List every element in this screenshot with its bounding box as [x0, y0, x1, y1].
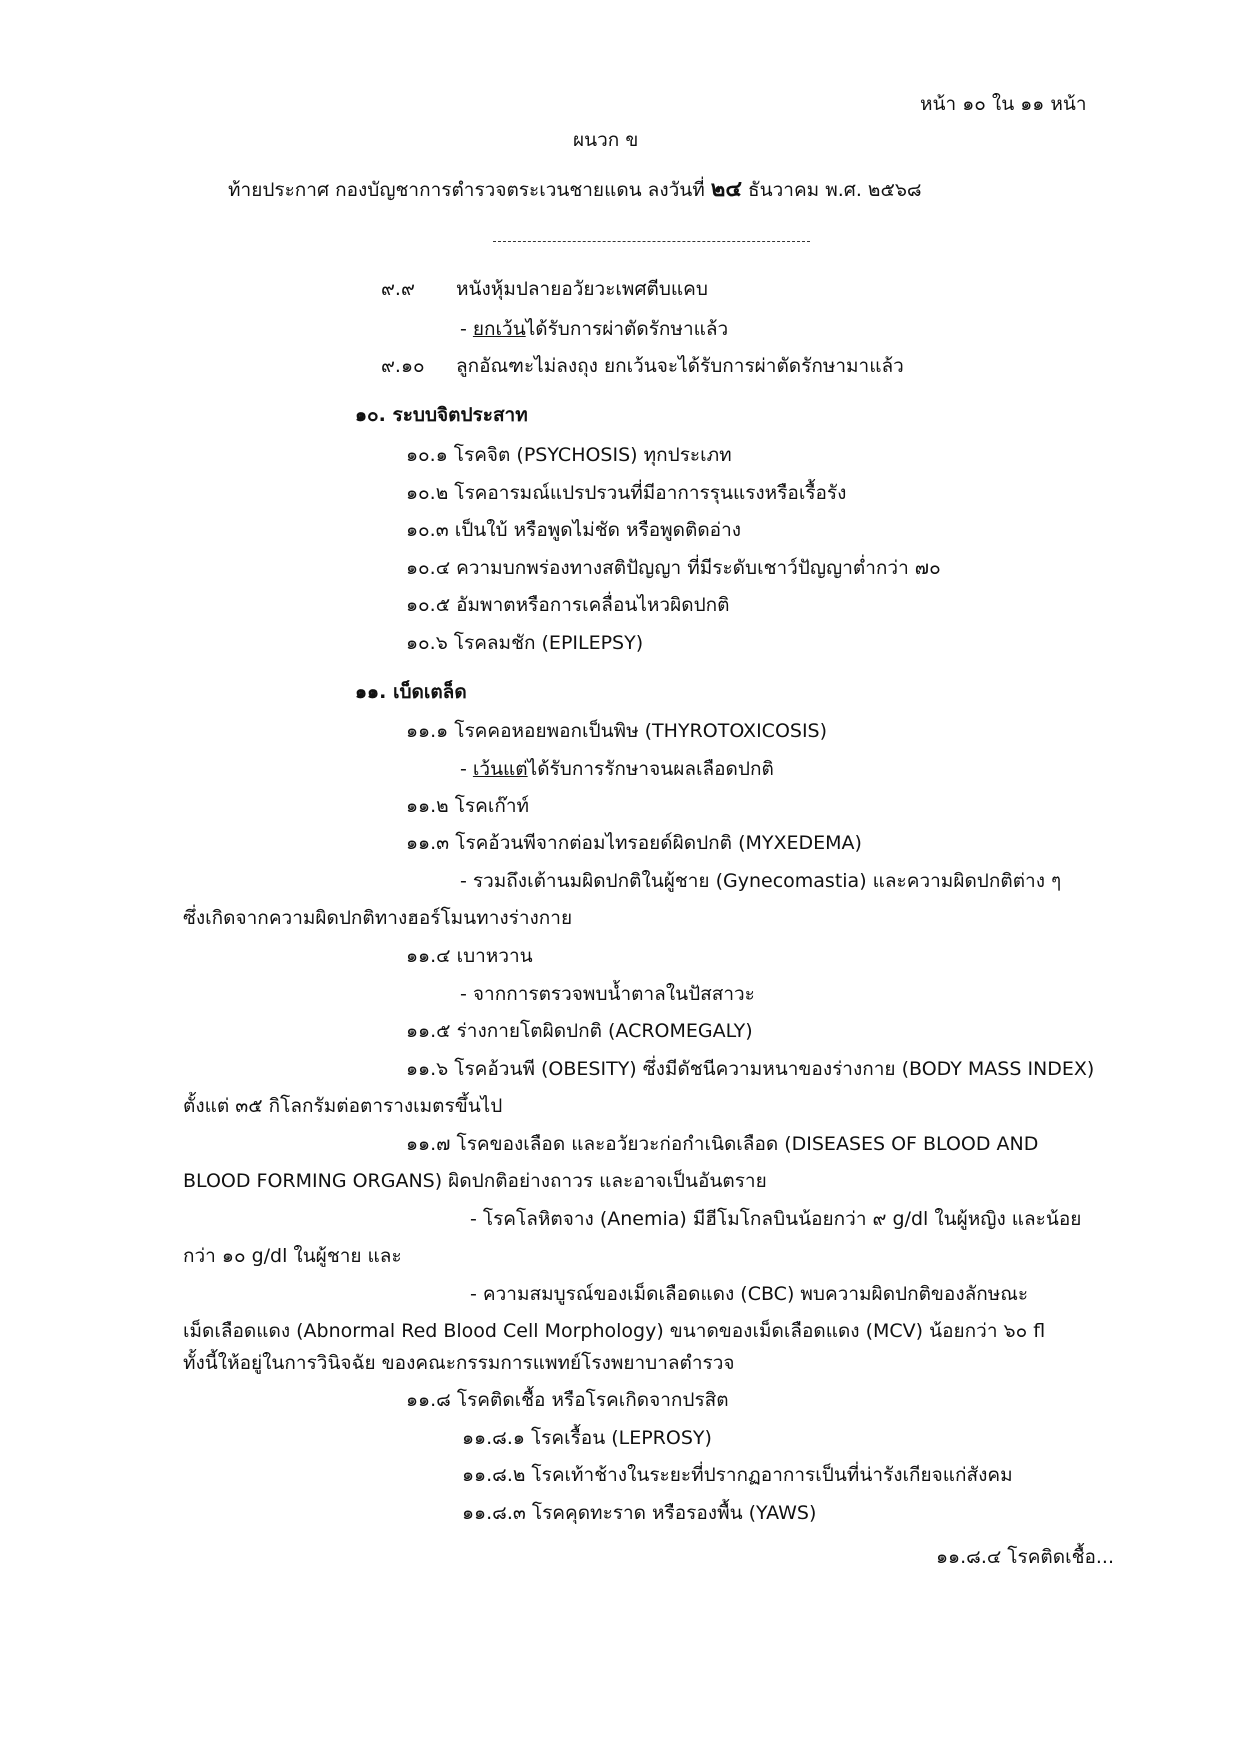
item-11-8-2: ๑๑.๘.๒ โรคเท้าช้างในระยะที่ปรากฏอาการเป็นที่น่ารังเกียจแก่สังคม — [462, 1464, 1013, 1486]
item-11-3-note: - รวมถึงเต้านมผิดปกติในผู้ชาย (Gynecomastia) และความผิดปกติต่าง ๆ — [460, 870, 1062, 892]
exception-text: ได้รับการผ่าตัดรักษาแล้ว — [525, 318, 729, 340]
item-11-8-1: ๑๑.๘.๑ โรคเรื้อน (LEPROSY) — [462, 1427, 712, 1449]
item-10-3: ๑๐.๓ เป็นใบ้ หรือพูดไม่ชัด หรือพูดติดอ่าง — [406, 519, 742, 541]
exception-keyword: ยกเว้น — [472, 318, 526, 340]
page-number: หน้า ๑๐ ใน ๑๑ หน้า — [920, 93, 1087, 115]
dash: - — [460, 758, 473, 780]
item-9-10-number: ๙.๑๐ — [381, 355, 425, 377]
item-11-1: ๑๑.๑ โรคคอหอยพอกเป็นพิษ (THYROTOXICOSIS) — [406, 720, 828, 742]
section-11-heading: ๑๑. เบ็ดเตล็ด — [355, 681, 467, 703]
item-10-2: ๑๐.๒ โรคอารมณ์แปรปรวนที่มีอาการรุนแรงหรือเรื้อรัง — [406, 482, 847, 504]
header-divider — [493, 241, 810, 242]
signed-day: ๒๔ — [710, 177, 742, 202]
announcement-suffix: ธันวาคม พ.ศ. ๒๕๖๘ — [741, 179, 922, 201]
item-11-7-cont: BLOOD FORMING ORGANS) ผิดปกติอย่างถาวร และอาจเป็นอันตราย — [183, 1170, 767, 1192]
item-11-7-cbc-cont: เม็ดเลือดแดง (Abnormal Red Blood Cell Morphology) ขนาดของเม็ดเลือดแดง (MCV) น้อยกว่า ๖๐ fl — [183, 1320, 1046, 1342]
exception-text: ได้รับการรักษาจนผลเลือดปกติ — [527, 758, 774, 780]
dash: - — [460, 318, 473, 340]
item-9-9-exception — [460, 317, 728, 341]
item-11-3: ๑๑.๓ โรคอ้วนพีจากต่อมไทรอยด์ผิดปกติ (MYXEDEMA) — [406, 832, 862, 854]
item-11-5: ๑๑.๕ ร่างกายโตผิดปกติ (ACROMEGALY) — [406, 1020, 753, 1042]
announcement-line — [228, 178, 922, 202]
item-11-6: ๑๑.๖ โรคอ้วนพี (OBESITY) ซึ่งมีดัชนีความหนาของร่างกาย (BODY MASS INDEX) — [406, 1058, 1095, 1080]
item-11-8-3: ๑๑.๘.๓ โรคคุดทะราด หรือรองพื้น (YAWS) — [462, 1502, 817, 1524]
item-11-7: ๑๑.๗ โรคของเลือด และอวัยวะก่อกำเนิดเลือด (DISEASES OF BLOOD AND — [406, 1133, 1039, 1155]
item-11-6-cont: ตั้งแต่ ๓๕ กิโลกรัมต่อตารางเมตรขึ้นไป — [183, 1095, 503, 1117]
item-11-7-anemia: - โรคโลหิตจาง (Anemia) มีฮีโมโกลบินน้อยกว่า ๙ g/dl ในผู้หญิง และน้อย — [470, 1208, 1082, 1230]
item-9-9-number: ๙.๙ — [381, 278, 415, 300]
item-10-4: ๑๐.๔ ความบกพร่องทางสติปัญญา ที่มีระดับเชาว์ปัญญาต่ำกว่า ๗๐ — [406, 557, 941, 579]
continuation-note: ๑๑.๘.๔ โรคติดเชื้อ... — [936, 1546, 1114, 1568]
exception-keyword: เว้นแต่ — [472, 758, 528, 780]
announcement-prefix: ท้ายประกาศ กองบัญชาการตำรวจตระเวนชายแดน ลงวันที่ — [228, 179, 711, 201]
item-10-5: ๑๐.๕ อัมพาตหรือการเคลื่อนไหวผิดปกติ — [406, 594, 730, 616]
item-11-3-note-cont: ซึ่งเกิดจากความผิดปกติทางฮอร์โมนทางร่างกาย — [183, 907, 573, 929]
item-11-7-cbc: - ความสมบูรณ์ของเม็ดเลือดแดง (CBC) พบความผิดปกติของลักษณะ — [470, 1283, 1029, 1305]
item-11-2: ๑๑.๒ โรคเก๊าท์ — [406, 795, 530, 817]
item-11-7-cbc-note: ทั้งนี้ให้อยู่ในการวินิจฉัย ของคณะกรรมการแพทย์โรงพยาบาลตำรวจ — [183, 1352, 735, 1374]
item-11-1-exception — [460, 757, 774, 781]
item-11-4-note: - จากการตรวจพบน้ำตาลในปัสสาวะ — [460, 983, 755, 1005]
item-9-10-text: ลูกอัณฑะไม่ลงถุง ยกเว้นจะได้รับการผ่าตัดรักษามาแล้ว — [456, 355, 904, 377]
item-10-1: ๑๐.๑ โรคจิต (PSYCHOSIS) ทุกประเภท — [406, 444, 732, 466]
item-10-6: ๑๐.๖ โรคลมชัก (EPILEPSY) — [406, 632, 644, 654]
item-11-8: ๑๑.๘ โรคติดเชื้อ หรือโรคเกิดจากปรสิต — [406, 1389, 729, 1411]
item-11-4: ๑๑.๔ เบาหวาน — [406, 945, 533, 967]
item-9-9-text: หนังหุ้มปลายอวัยวะเพศตีบแคบ — [456, 278, 708, 300]
annex-title: ผนวก ข — [573, 129, 639, 151]
section-10-heading: ๑๐. ระบบจิตประสาท — [355, 404, 528, 426]
item-11-7-anemia-cont: กว่า ๑๐ g/dl ในผู้ชาย และ — [183, 1245, 402, 1267]
